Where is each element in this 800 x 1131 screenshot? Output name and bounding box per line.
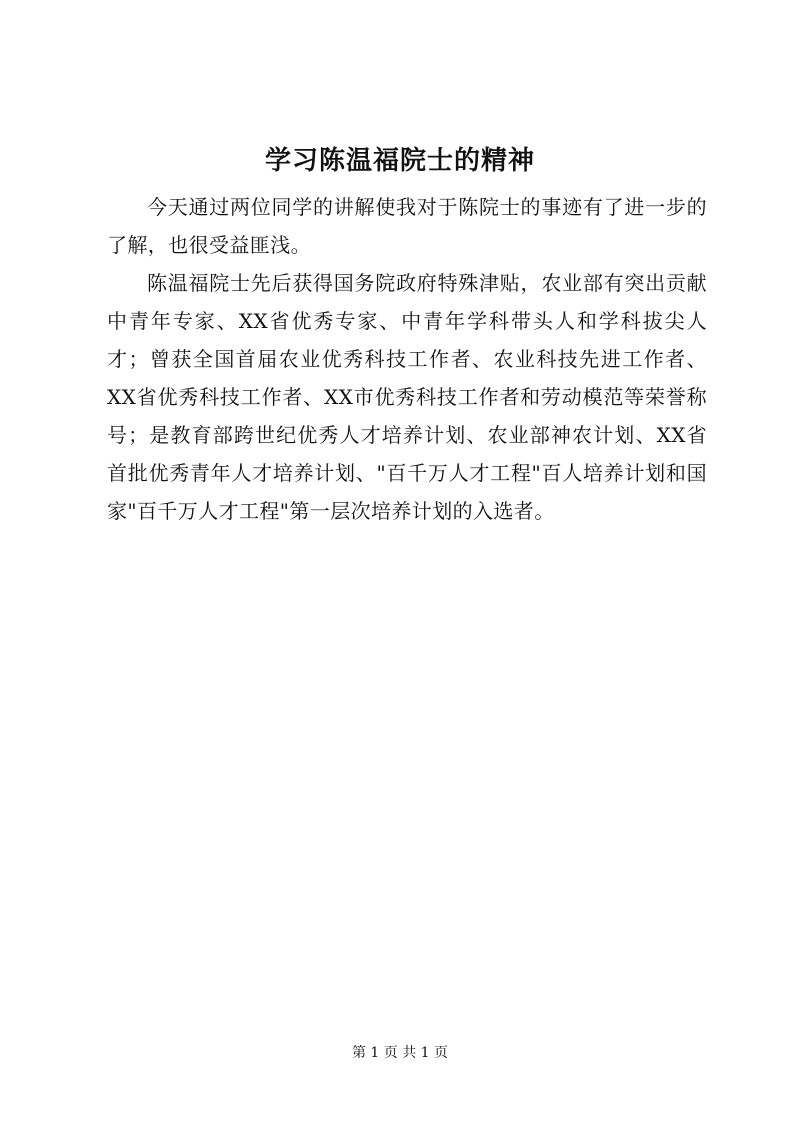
paragraph-honors: 陈温福院士先后获得国务院政府特殊津贴，农业部有突出贡献中青年专家、XX省优秀专家、中青年学科带头人和学科拔尖人才；曾获全国首届农业优秀科技工作者、农业科技先进工作者、XX省优秀科技工作者、XX市优秀科技工作者和劳动模范等荣誉称号；是教育部跨世纪优秀人才培养计划、农业部神农计划、XX省首批优秀青年人才培养计划、"百千万人才工程"百人培养计划和国家"百千万人才工程"第一层次培养计划的入选者。	[107, 271, 707, 523]
document-body	[107, 188, 707, 530]
paragraph-intro: 今天通过两位同学的讲解使我对于陈院士的事迹有了进一步的了解，也很受益匪浅。	[107, 195, 707, 257]
page-title: 学习陈温福院士的精神	[264, 146, 535, 176]
page-footer: 第 1 页 共 1 页	[351, 1045, 449, 1061]
